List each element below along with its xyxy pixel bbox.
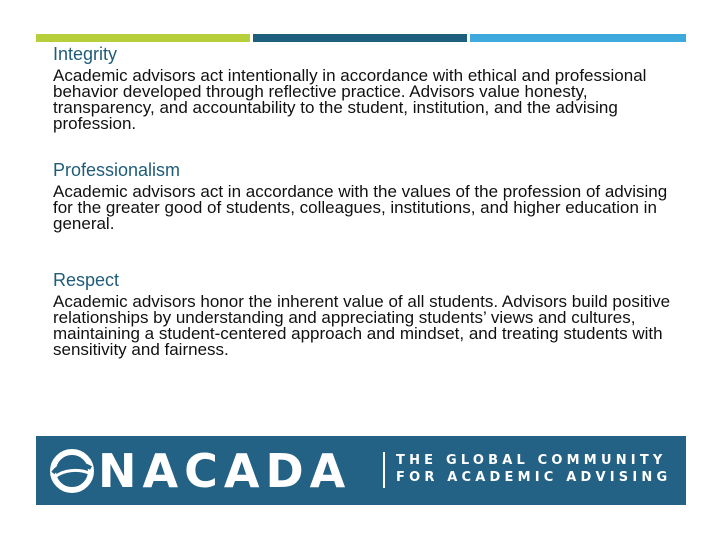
section-title: Professionalism <box>53 160 181 180</box>
accent-bar-green <box>36 34 250 42</box>
section-title: Respect <box>53 270 120 290</box>
tagline-line-2: FOR ACADEMIC ADVISING <box>396 470 672 485</box>
section-respect <box>53 270 683 358</box>
section-body: Academic advisors act in accordance with the values of the profession of advising for the greater good of students, colleagues, institutions, and higher education in general. <box>53 182 668 233</box>
accent-bar-navy <box>253 34 467 42</box>
section-title: Integrity <box>53 44 118 64</box>
tagline-line-1: THE GLOBAL COMMUNITY <box>396 453 667 468</box>
nacada-tagline <box>396 452 671 486</box>
values-content <box>53 44 683 358</box>
nacada-footer-banner <box>36 436 686 505</box>
nacada-wordmark: NACADA <box>98 444 352 498</box>
top-accent-bars <box>36 34 686 42</box>
section-body: Academic advisors honor the inherent value of all students. Advisors build positive relationships by understanding and appreciating students’ views and cultures, maintaining a student-centered approach and mindset, and treating students with sensitivity and fairness. <box>53 292 671 359</box>
section-integrity <box>53 44 683 132</box>
section-body: Academic advisors act intentionally in accordance with ethical and professional behavior developed through reflective practice. Advisors value honesty, transparency, and accountability to the student, institution, and the advising profession. <box>53 66 647 133</box>
logo-divider <box>383 452 385 488</box>
accent-bar-blue <box>470 34 686 42</box>
nacada-swirl-icon <box>47 446 97 496</box>
section-professionalism <box>53 160 683 232</box>
